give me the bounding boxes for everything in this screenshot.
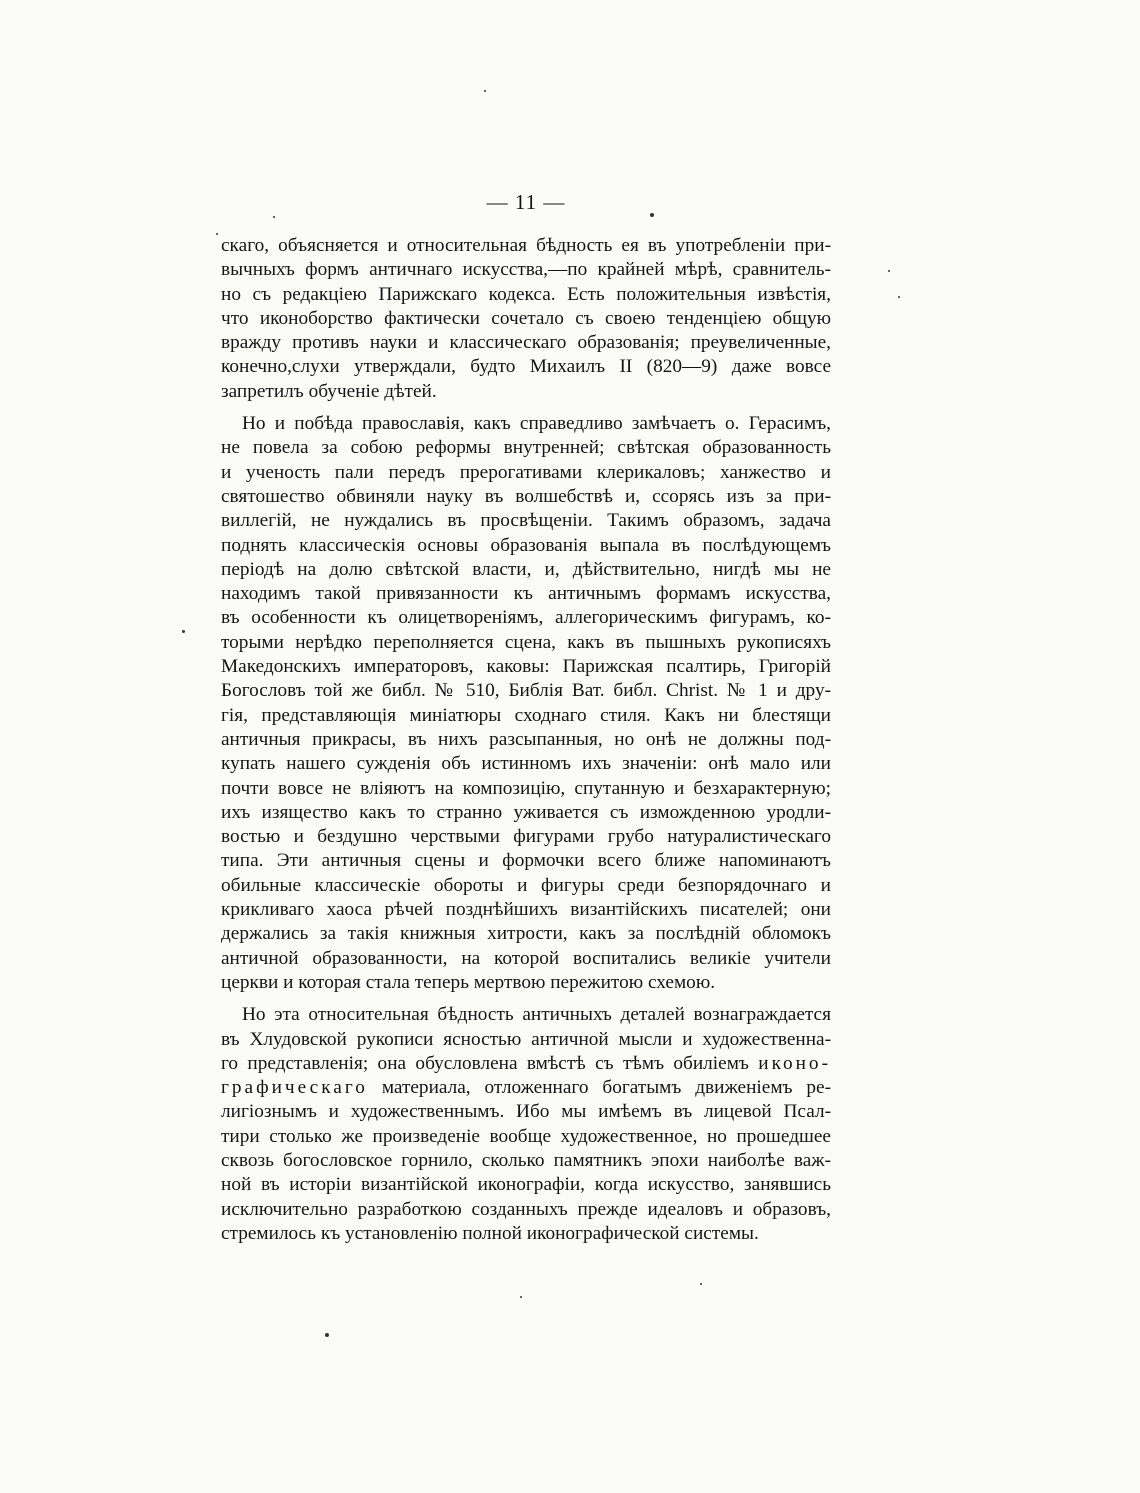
text-line: типа. Эти античныя сцены и формочки всего ближе напоминаютъ [221, 850, 831, 872]
scan-speck [182, 630, 185, 633]
text-line: конечно,слухи утверждали, будто Михаилъ II (820—9) даже вовсе [221, 356, 831, 378]
text-line: періодѣ на долю свѣтской власти, и, дѣйствительно, нигдѣ мы не [221, 558, 831, 580]
text-fragment: материала, отложеннаго богатымъ движеніемъ ре- [381, 1077, 831, 1099]
text-line: не повела за собою реформы внутренней; свѣтская образованность [221, 437, 831, 459]
text-line: но съ редакціею Парижскаго кодекса. Есть положительныя извѣстія, [221, 283, 831, 305]
text-line: что иконоборство фактически сочетало съ своею тенденціею общую [221, 307, 831, 329]
text-line [221, 1076, 831, 1100]
text-line: вражду противъ науки и классическаго образованія; преувеличенные, [221, 332, 831, 354]
paragraph-2 [221, 412, 831, 995]
text-line: Македонскихъ императоровъ, каковы: Парижская псалтирь, Григорій [221, 656, 831, 678]
scan-speck [650, 213, 654, 217]
page-number: — 11 — [486, 190, 566, 214]
text-line: обильные классическіе обороты и фигуры среди безпорядочнаго и [221, 874, 831, 896]
scan-speck [273, 216, 275, 218]
text-line: Но и побѣда православія, какъ справедливо замѣчаетъ о. Герасимъ, [242, 413, 831, 435]
text-line: торыми нерѣдко переполняется сцена, какъ въ пышныхъ рукописяхъ [221, 631, 831, 653]
scan-speck [484, 90, 486, 92]
text-line: держались за такія книжныя хитрости, какъ за послѣдній обломокъ [221, 923, 831, 945]
text-line: въ особенности къ олицетвореніямъ, аллегорическимъ фигурамъ, ко- [221, 607, 831, 629]
text-line: Но эта относительная бѣдность античныхъ деталей вознаграждается [242, 1004, 831, 1026]
text-line: ной въ исторіи византійской иконографіи, когда искусство, занявшись [221, 1174, 831, 1196]
text-line: тири столько же произведеніе вообще художественное, но прошедшее [221, 1125, 831, 1147]
text-line: античныя прикрасы, въ нихъ разсыпанныя, но онѣ не должны под- [221, 728, 831, 750]
text-line [221, 1052, 831, 1076]
text-line: востью и бездушно черствыми фигурами грубо натуралистическаго [221, 826, 831, 848]
spaced-word: иконо- [758, 1052, 831, 1074]
scan-speck [216, 233, 218, 235]
body-text [221, 234, 831, 1246]
text-line: находимъ такой привязанности къ античнымъ формамъ искусства, [221, 583, 831, 605]
text-line: святошество обвиняли науку въ волшебствѣ и, ссорясь изъ за при- [221, 485, 831, 507]
text-line: въ Хлудовской рукописи ясностью античной мысли и художественна- [221, 1028, 831, 1050]
paragraph-1 [221, 234, 831, 404]
scan-speck [700, 1283, 702, 1285]
text-line: скаго, объясняется и относительная бѣдность ея въ употребленіи при- [221, 235, 831, 256]
text-line: и ученость пали передъ прерогативами клерикаловъ; ханжество и [221, 461, 831, 483]
paragraph-3 [221, 1003, 831, 1246]
text-line: ихъ изящество какъ то странно уживается съ изможденною уродли- [221, 801, 831, 823]
scan-speck [520, 1296, 522, 1298]
text-line: сквозь богословское горнило, сколько памятникъ эпохи наиболѣе важ- [221, 1149, 831, 1171]
text-line: исключительно разработкою созданныхъ прежде идеаловъ и образовъ, [221, 1198, 831, 1220]
scan-speck [898, 296, 900, 298]
text-line: античной образованности, на которой воспитались великіе учители [221, 947, 831, 969]
text-line: крикливаго хаоса рѣчей позднѣйшихъ византійскихъ писателей; они [221, 899, 831, 921]
scan-speck [888, 270, 890, 272]
text-line: поднять классическія основы образованія выпала въ послѣдующемъ [221, 534, 831, 556]
text-line: гія, представляющія миніатюры сходнаго стиля. Какъ ни блестящи [221, 704, 831, 726]
text-line: церкви и которая стала теперь мертвою пережитою схемою. [221, 971, 716, 993]
text-fragment: го представленія; она обусловлена вмѣстѣ съ тѣмъ обиліемъ [221, 1052, 749, 1074]
text-line: Богословъ той же библ. № 510, Библія Ват. библ. Christ. № 1 и дру- [221, 680, 831, 702]
text-line: купать нашего сужденія объ истинномъ ихъ значеніи: онѣ мало или [221, 753, 831, 775]
text-line: виллегій, не нуждались въ просвѣщеніи. Такимъ образомъ, задача [221, 510, 831, 532]
text-line: запретилъ обученіе дѣтей. [221, 380, 437, 402]
text-line: стремилось къ установленію полной иконографической системы. [221, 1222, 759, 1244]
text-line: вычныхъ формъ античнаго искусства,—по крайней мѣрѣ, сравнитель- [221, 259, 831, 281]
scan-speck [325, 1333, 329, 1337]
spaced-word: графическаго [221, 1077, 368, 1099]
text-line: почти вовсе не вліяютъ на композицію, спутанную и безхарактерную; [221, 777, 831, 799]
text-line: лигіознымъ и художественнымъ. Ибо мы имѣемъ въ лицевой Псал- [221, 1101, 831, 1123]
